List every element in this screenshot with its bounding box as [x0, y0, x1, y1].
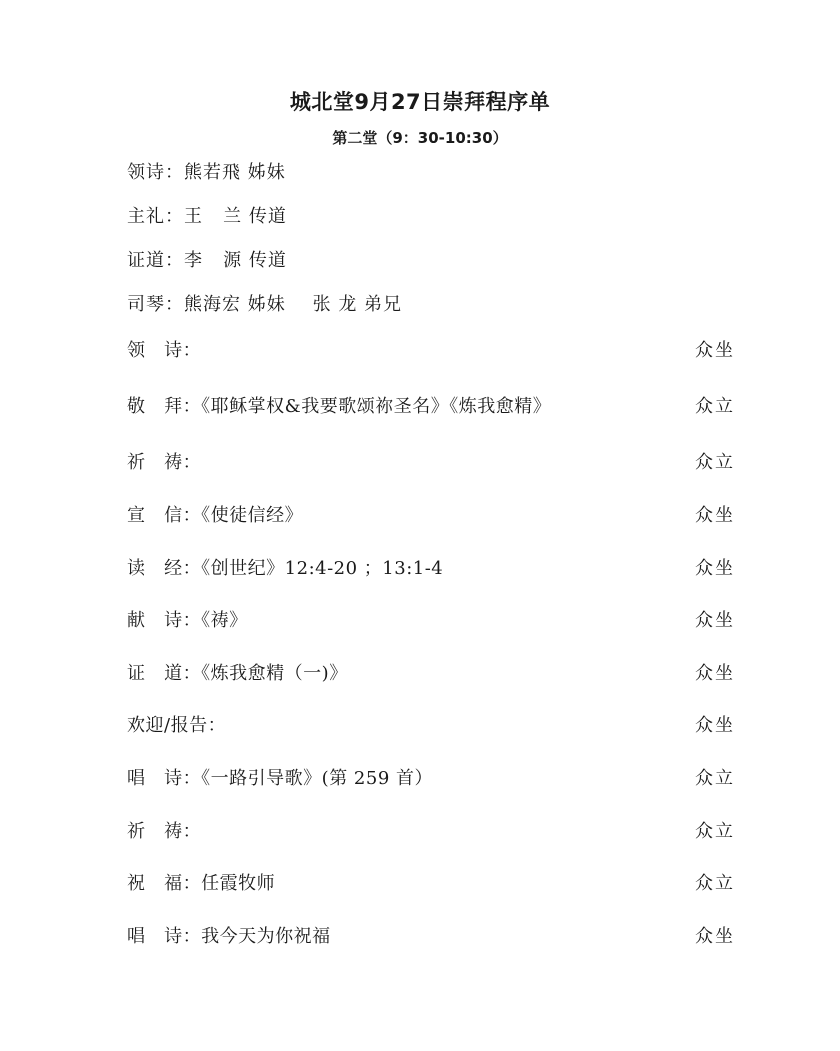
program-posture: 众立: [695, 452, 735, 473]
program-item: [127, 554, 443, 580]
program-item-label: 敬 拜：: [127, 396, 202, 417]
program-item-label: 祈 祷：: [127, 452, 202, 473]
program-item-content: 《耶稣掌权&我要歌颂祢圣名》《炼我愈精》: [201, 396, 552, 417]
program-item-content: 《一路引导歌》(第 259 首）: [201, 768, 433, 789]
program-item: [127, 764, 433, 790]
program-row: [127, 711, 735, 739]
program-posture: 众坐: [695, 663, 735, 684]
staff-names: 李 源 传道: [184, 250, 287, 271]
staff-names: 熊若飛 姊妹: [184, 162, 286, 183]
program-posture: 众立: [695, 821, 735, 842]
staff-line-preacher: [127, 246, 287, 272]
program-item-label: 唱 诗：: [127, 926, 202, 947]
program-item-content: 我今天为你祝福: [201, 926, 331, 947]
program-posture: 众立: [695, 396, 735, 417]
program-item: [127, 606, 248, 632]
program-row: [127, 448, 735, 476]
program-row: [127, 554, 735, 582]
program-item-label: 欢迎/报告：: [127, 715, 227, 736]
program-item: [127, 336, 201, 362]
program-posture: 众立: [695, 768, 735, 789]
program-posture: 众坐: [695, 340, 735, 361]
program-item-label: 读 经：: [127, 558, 202, 579]
staff-role: 司琴：: [127, 294, 184, 315]
program-item: [127, 501, 303, 527]
program-row: [127, 336, 735, 364]
program-item-content: 《使徒信经》: [201, 505, 304, 526]
staff-line-leader: [127, 158, 286, 184]
staff-role: 证道：: [127, 250, 184, 271]
document-title: 城北堂9月27日崇拜程序单: [289, 90, 551, 114]
program-posture: 众坐: [695, 558, 735, 579]
program-item: [127, 392, 551, 418]
program-row: [127, 764, 735, 792]
program-posture: 众坐: [695, 926, 735, 947]
program-item-label: 祝 福：: [127, 873, 202, 894]
program-posture: 众立: [695, 873, 735, 894]
program-row: [127, 659, 735, 687]
staff-role: 领诗：: [127, 162, 184, 183]
program-item-label: 献 诗：: [127, 610, 202, 631]
program-row: [127, 922, 735, 950]
program-item-label: 证 道：: [127, 663, 202, 684]
program-item-content: 《创世纪》12:4-20 ；13:1-4: [201, 558, 444, 579]
program-item-label: 宣 信：: [127, 505, 202, 526]
program-item-label: 祈 祷：: [127, 821, 202, 842]
program-item-content: 《祷》: [201, 610, 248, 631]
program-row: [127, 869, 735, 897]
program-item: [127, 711, 226, 737]
program-item: [127, 448, 201, 474]
document-subtitle: 第二堂（9：30-10:30）: [332, 129, 508, 147]
staff-names: 王 兰 传道: [184, 206, 287, 227]
staff-names: 熊海宏 姊妹 张 龙 弟兄: [184, 294, 403, 315]
program-item: [127, 869, 275, 895]
program-item-label: 唱 诗：: [127, 768, 202, 789]
program-row: [127, 817, 735, 845]
program-item-content: 《炼我愈精（一)》: [201, 663, 348, 684]
program-item-label: 领 诗：: [127, 340, 202, 361]
program-row: [127, 606, 735, 634]
staff-line-presider: [127, 202, 287, 228]
program-item-content: 任霞牧师: [201, 873, 276, 894]
staff-role: 主礼：: [127, 206, 184, 227]
program-row: [127, 392, 735, 420]
program-item: [127, 817, 201, 843]
program-item: [127, 659, 348, 685]
program-posture: 众坐: [695, 715, 735, 736]
program-row: [127, 501, 735, 529]
program-posture: 众坐: [695, 610, 735, 631]
staff-line-pianist: [127, 290, 402, 316]
program-item: [127, 922, 331, 948]
program-posture: 众坐: [695, 505, 735, 526]
